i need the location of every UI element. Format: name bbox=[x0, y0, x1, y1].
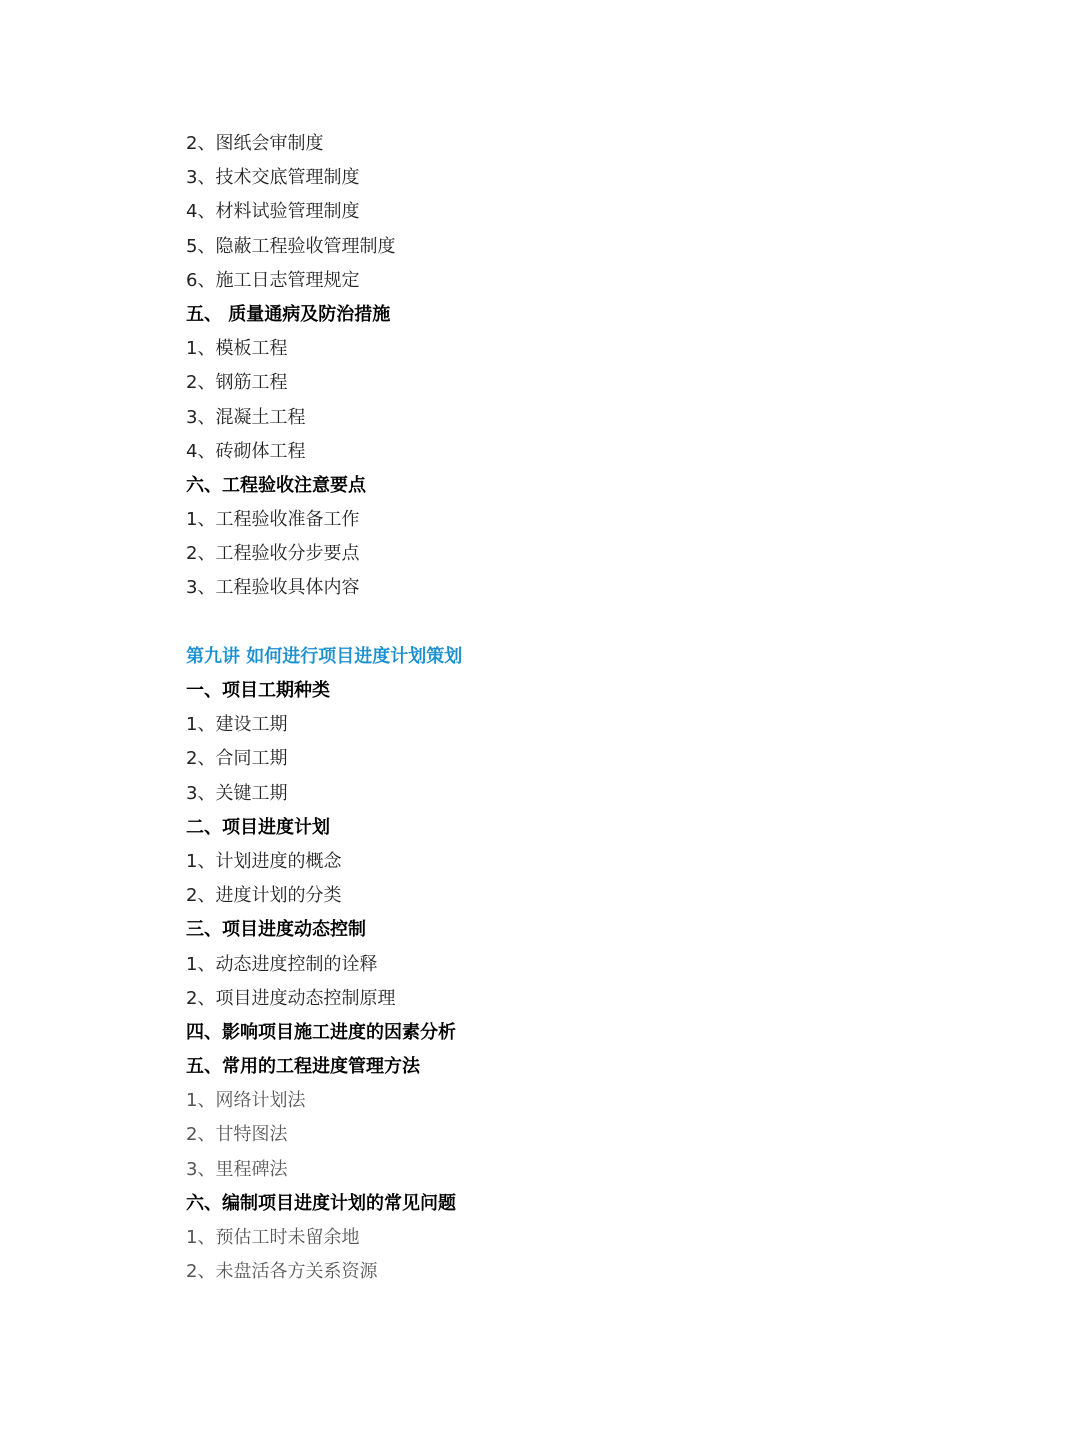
outline-heading: 三、项目进度动态控制 bbox=[186, 919, 366, 941]
outline-heading: 六、编制项目进度计划的常见问题 bbox=[186, 1192, 456, 1214]
outline-item: 2、合同工期 bbox=[186, 748, 288, 770]
outline-heading: 一、项目工期种类 bbox=[186, 680, 330, 701]
outline-section-schedule bbox=[186, 674, 1006, 1289]
outline-item: 3、技术交底管理制度 bbox=[186, 167, 360, 189]
outline-item: 2、甘特图法 bbox=[186, 1124, 288, 1146]
outline-item: 2、未盘活各方关系资源 bbox=[186, 1261, 378, 1283]
outline-item: 1、动态进度控制的诠释 bbox=[186, 953, 378, 975]
outline-item: 1、计划进度的概念 bbox=[186, 850, 342, 872]
outline-item: 5、隐蔽工程验收管理制度 bbox=[186, 235, 396, 257]
outline-heading: 五、 质量通病及防治措施 bbox=[186, 303, 391, 325]
outline-item: 4、砖砌体工程 bbox=[186, 440, 306, 462]
outline-item: 1、建设工期 bbox=[186, 714, 288, 736]
outline-item: 2、钢筋工程 bbox=[186, 372, 288, 394]
outline-item: 2、项目进度动态控制原理 bbox=[186, 987, 396, 1009]
outline-item: 3、混凝土工程 bbox=[186, 406, 306, 428]
outline-item: 6、施工日志管理规定 bbox=[186, 269, 360, 291]
outline-item: 2、进度计划的分类 bbox=[186, 885, 342, 907]
section-spacer bbox=[186, 606, 1006, 640]
outline-item: 3、里程碑法 bbox=[186, 1158, 288, 1180]
outline-item: 1、预估工时未留余地 bbox=[186, 1227, 360, 1248]
outline-item: 2、工程验收分步要点 bbox=[186, 543, 360, 565]
lecture-title: 第九讲 如何进行项目进度计划策划 bbox=[186, 645, 463, 667]
outline-item: 3、关键工期 bbox=[186, 782, 288, 804]
outline-heading: 六、工程验收注意要点 bbox=[186, 474, 366, 496]
outline-section-quality bbox=[186, 127, 1006, 606]
outline-heading: 二、项目进度计划 bbox=[186, 816, 330, 838]
outline-item: 4、材料试验管理制度 bbox=[186, 201, 360, 223]
outline-heading: 五、常用的工程进度管理方法 bbox=[186, 1056, 420, 1078]
outline-item: 1、工程验收准备工作 bbox=[186, 509, 360, 531]
outline-heading: 四、影响项目施工进度的因素分析 bbox=[186, 1021, 456, 1043]
outline-item: 1、模板工程 bbox=[186, 338, 288, 360]
document-page bbox=[186, 127, 1006, 1289]
outline-item: 1、网络计划法 bbox=[186, 1090, 306, 1112]
outline-item: 3、工程验收具体内容 bbox=[186, 577, 360, 599]
outline-item: 2、图纸会审制度 bbox=[186, 133, 324, 154]
